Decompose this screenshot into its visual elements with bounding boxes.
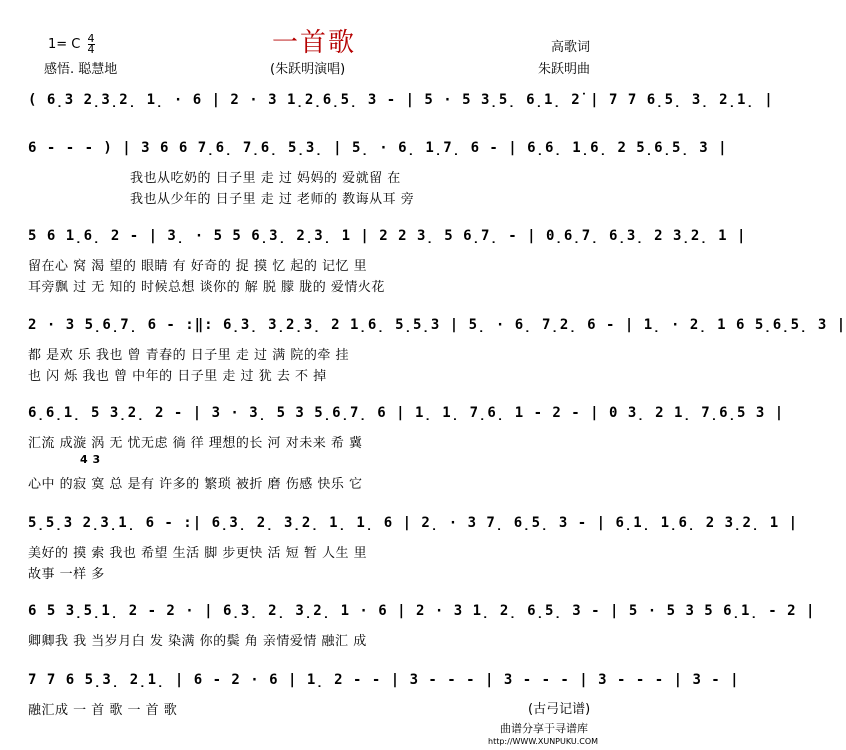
mood-marking: 感悟. 聪慧地 [44, 62, 118, 77]
notation-line: 6 5 3̣5̣1̣ 2 - 2 · | 6̣3̣ 2̣ 3̣2̣ 1 · 6 | 2 · 3 1̣ 2̣ 6̣5̣ 3 - | 5 · 5 3 5 6̣1̣ - 2 | [28, 603, 816, 619]
notation-line: 6̣6̣1̣ 5 3̣2̣ 2 - | 3 · 3̣ 5 3 5̣6̣7̣ 6 | 1̣ 1̣ 7̣6̣ 1 - 2 - | 0 3̣ 2 1̣ 7̣6̣5 3 | [28, 405, 785, 421]
lyric-line: 美好的 摸 索 我也 希望 生活 脚 步更快 活 短 暂 人生 里 [28, 546, 368, 561]
notation-line: 7 7 6 5̣3̣ 2̣1̣ | 6 - 2 · 6 | 1̣ 2 - - | 3 - - - | 3 - - - | 3 - - - | 3 - | [28, 672, 740, 688]
time-signature [88, 34, 95, 55]
composer: 朱跃明曲 [538, 62, 591, 77]
lyric-line: 都 是欢 乐 我也 曾 青春的 日子里 走 过 满 院的牵 挂 [28, 348, 349, 363]
lyric-line: 留在心 窝 渴 望的 眼睛 有 好奇的 捉 摸 忆 起的 记忆 里 [28, 259, 368, 274]
notation-line: 2 · 3 5̣6̣7̣ 6 - :‖: 6̣3̣ 3̣2̣3̣ 2 1̣6̣ 5̣5̣3 | 5̣ · 6̣ 7̣2̣ 6 - | 1̣ · 2̣ 1 6 5̣6̣5̣ 3 | [28, 317, 846, 333]
notation-line: 5 6 1̣6̣ 2 - | 3̣ · 5 5 6̣3̣ 2̣3̣ 1 | 2 2 3̣ 5 6̣7̣ - | 0̣6̣7̣ 6̣3̣ 2 3̣2̣ 1 | [28, 228, 747, 244]
lyric-line: 也 闪 烁 我也 曾 中年的 日子里 走 过 犹 去 不 掉 [28, 369, 327, 384]
performer: (朱跃明演唱) [270, 62, 346, 77]
lyric-line: 融汇成 一 首 歌 一 首 歌 [28, 703, 178, 718]
share-watermark: 曲谱分享于寻谱库 [500, 722, 588, 735]
lyric-line: 我也从吃奶的 日子里 走 过 妈妈的 爱就留 在 [130, 171, 401, 186]
key-signature [48, 34, 95, 55]
lyricist: 高歌词 [551, 40, 591, 55]
time-top: 4 [87, 32, 95, 45]
alt-note-marking: 4 3 [80, 453, 101, 466]
lyric-line: 故事 一样 多 [28, 567, 105, 582]
lyric-line: 我也从少年的 日子里 走 过 老师的 教诲从耳 旁 [130, 192, 415, 207]
notation-line: 5̣5̣3 2̣3̣1̣ 6 - :| 6̣3̣ 2̣ 3̣2̣ 1̣ 1̣ 6 | 2̣ · 3 7̣ 6̣5̣ 3 - | 6̣1̣ 1̣6̣ 2 3̣2̣ 1 | [28, 515, 799, 531]
time-bottom: 4 [87, 43, 95, 56]
key-label: 1= C [48, 37, 81, 52]
lyric-line: 卿卿我 我 当岁月白 发 染满 你的鬓 角 亲情爱情 融汇 成 [28, 634, 367, 649]
lyric-line: 汇流 成漩 涡 无 忧无虑 徜 徉 理想的长 河 对未来 希 冀 [28, 436, 363, 451]
song-title: 一首歌 [272, 28, 357, 58]
lyric-line: 耳旁飘 过 无 知的 时候总想 谈你的 解 脱 朦 胧的 爱情火花 [28, 280, 385, 295]
transcriber-credit: (古弓记谱) [528, 702, 591, 717]
lyric-line: 心中 的寂 寞 总 是有 许多的 繁琐 被折 磨 伤感 快乐 它 [28, 477, 363, 492]
notation-line: ( 6̣3 2̣3̣2̣ 1̣ · 6 | 2 · 3 1̣2̣6̣5̣ 3 - | 5 · 5 3̣5̣ 6̣1̣ 2̇ | 7 7 6̣5̣ 3̣ 2̣1̣ | [28, 92, 774, 108]
notation-line: 6 - - - ) | 3 6 6 7̣6̣ 7̣6̣ 5̣3̣ | 5̣ · 6̣ 1̣7̣ 6 - | 6̣6̣ 1̣6̣ 2 5̣6̣5̣ 3 | [28, 140, 728, 156]
site-url[interactable]: http://WWW.XUNPUKU.COM [488, 737, 599, 746]
